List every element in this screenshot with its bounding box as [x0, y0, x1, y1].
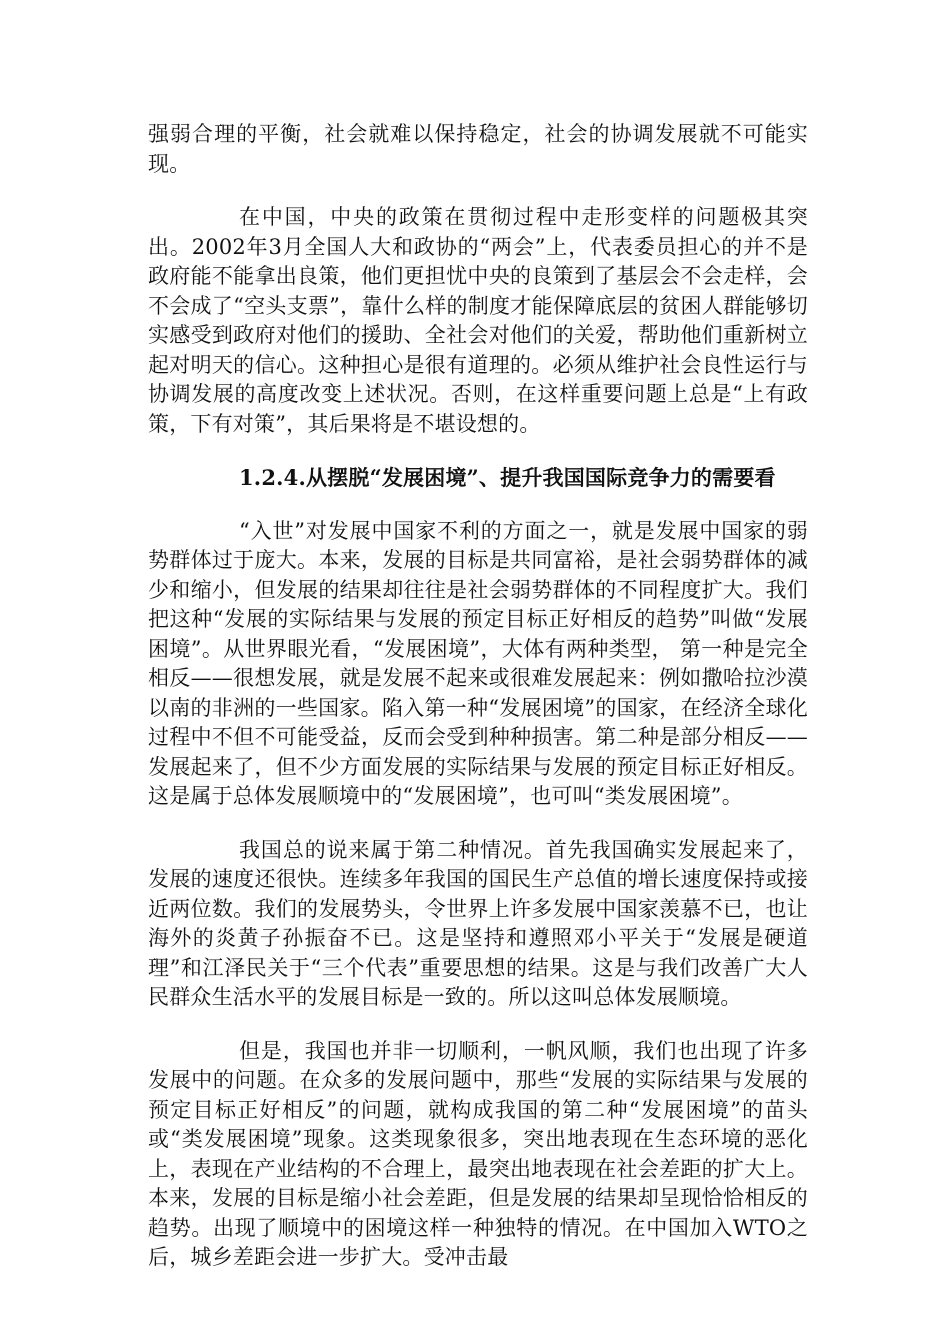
document-page — [148, 120, 808, 1273]
paragraph-development-dilemma: “入世”对发展中国家不利的方面之一，就是发展中国家的弱势群体过于庞大。本来，发展的目标是共同富裕，是社会弱势群体的减少和缩小，但发展的结果却往往是社会弱势群体的不同程度扩大。我们把这种“发展的实际结果与发展的预定目标正好相反的趋势”叫做“发展困境”。从世界眼光看，“发展困境”，大体有两种类型， 第一种是完全相反——很想发展，就是发展不起来或很难发展起来：例如撒哈拉沙漠以南的非洲的一些国家。陷入第一种“发展困境”的国家，在经济全球化过程中不但不可能受益，反而会受到种种损害。第二种是部分相反——发展起来了，但不少方面发展的实际结果与发展的预定目标正好相反。这是属于总体发展顺境中的“发展困境”，也可叫“类发展困境”。 — [148, 518, 808, 808]
paragraph-policy-implementation: 在中国，中央的政策在贯彻过程中走形变样的问题极其突出。2002年3月全国人大和政协的“两会”上，代表委员担心的并不是政府能不能拿出良策，他们更担忧中央的良策到了基层会不会走样，会不会成了“空头支票”，靠什么样的制度才能保障底层的贫困人群能够切实感受到政府对他们的援助、全社会对他们的关爱，帮助他们重新树立起对明天的信心。这种担心是很有道理的。必须从维护社会良性运行与协调发展的高度改变上述状况。否则，在这样重要问题上总是“上有政策，下有对策”，其后果将是不堪设想的。 — [148, 205, 808, 436]
paragraph-continuation: 强弱合理的平衡，社会就难以保持稳定，社会的协调发展就不可能实现。 — [148, 122, 808, 176]
paragraph-china-situation: 我国总的说来属于第二种情况。首先我国确实发展起来了，发展的速度还很快。连续多年我国的国民生产总值的增长速度保持或接近两位数。我们的发展势头，令世界上许多发展中国家羡慕不已，也让海外的炎黄子孙振奋不已。这是坚持和遵照邓小平关于“发展是硬道理”和江泽民关于“三个代表”重要思想的结果。这是与我们改善广大人民群众生活水平的发展目标是一致的。所以这叫总体发展顺境。 — [148, 837, 808, 1009]
paragraph-development-problems: 但是，我国也并非一切顺利，一帆风顺，我们也出现了许多发展中的问题。在众多的发展问题中，那些“发展的实际结果与发展的预定目标正好相反”的问题，就构成我国的第二种“发展困境”的苗头或“类发展困境”现象。这类现象很多，突出地表现在生态环境的恶化上，表现在产业结构的不合理上，最突出地表现在社会差距的扩大上。本来，发展的目标是缩小社会差距，但是发展的结果却呈现恰恰相反的趋势。出现了顺境中的困境这样一种独特的情况。在中国加入WTO之后，城乡差距会进一步扩大。受冲击最 — [148, 1038, 808, 1269]
section-heading: 1.2.4.从摆脱“发展困境”、提升我国国际竞争力的需要看 — [239, 465, 776, 490]
